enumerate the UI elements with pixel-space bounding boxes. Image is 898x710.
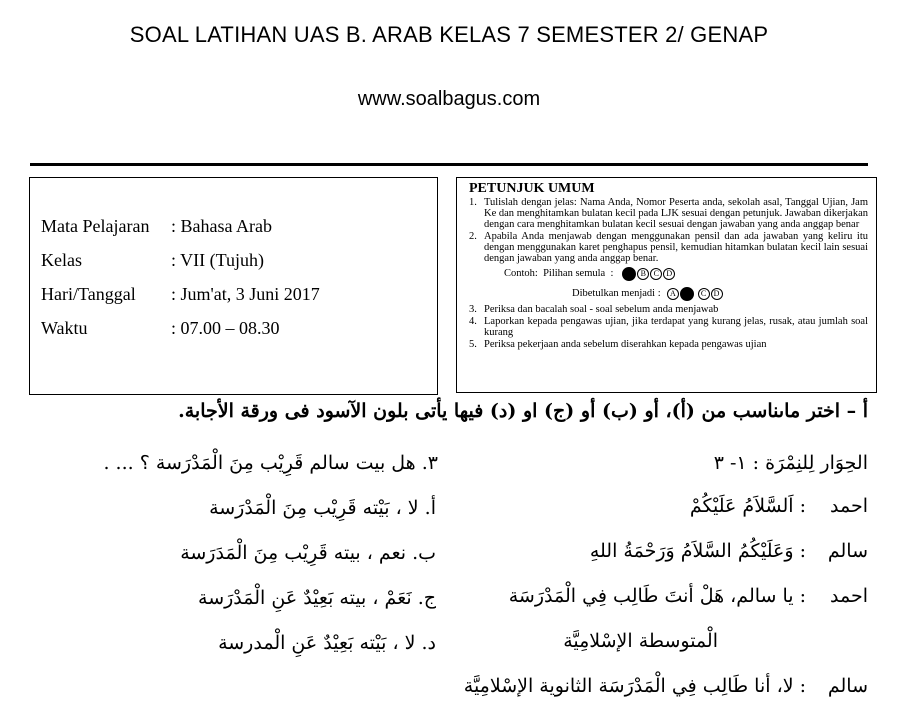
item-text: Laporkan kepada pengawas ujian, jika terdapat yang kurang jelas, rusak, atau jumlah soal kurang [484, 316, 868, 338]
section-instruction: أ – اختر ماىناسب من (أ)، أو (ب) أو (ج) او (د) فيها يأتى بلون الآسود فى ورقة الأجابة. [178, 400, 868, 422]
identity-key: Mata Pelajaran [41, 216, 150, 236]
website-url: www.soalbagus.com [357, 88, 541, 110]
dialog-text: : اَلسَّلاَمُ عَلَيْكُمْ [689, 495, 806, 517]
item-text: Apabila Anda menjawab dengan menggunakan pensil dan ada jawaban yang keliru itu dengan menggunakan karet penghapus pensil, kemudian hitamkan bulatan kecil lain sesuai dengan jawaban yang anda anggap benar. [484, 231, 868, 264]
answer-bubble: A [667, 288, 679, 300]
petunjuk-item [469, 304, 868, 315]
dialog-speaker: احمد [830, 585, 868, 607]
item-number: 5. [469, 339, 477, 350]
example-corrected [484, 286, 868, 302]
example-label: Contoh: [504, 268, 538, 279]
question-stem: ٣. هل بيت سالم قَرِيْب مِنَ الْمَدْرَسة ؟ ... . [103, 452, 438, 474]
dialog-speaker: سالم [827, 540, 868, 562]
filled-bubble-icon [680, 287, 694, 301]
question-option-c: ج. نَعَمْ ، بيته بَعِيْدٌ عَنِ الْمَدْرَسة [198, 587, 436, 609]
answer-bubble: C [650, 268, 662, 280]
question-option-d: د. لا ، بَيْته بَعِيْدٌ عَنِ الْمدرسة [218, 632, 436, 654]
petunjuk-item [469, 316, 868, 338]
dialog-title: الحِوَار لِلنِمْرَة : ١- ٣ [713, 452, 868, 474]
item-number: 3. [469, 304, 477, 315]
identity-row-class [41, 250, 264, 271]
corrected-label: Dibetulkan menjadi : [572, 288, 661, 299]
petunjuk-item [469, 197, 868, 230]
identity-key: Waktu [41, 318, 88, 338]
answer-bubble: D [711, 288, 723, 300]
petunjuk-item [469, 231, 868, 302]
dialog-text: : يا سالم، هَلْ أنتَ طَالِب فِي الْمَدْرَسَة [508, 585, 806, 607]
petunjuk-box [456, 177, 877, 393]
example-original: Contoh: Pilihan semula : B C D [484, 266, 868, 282]
original-choice-label: Pilihan semula [543, 268, 606, 279]
identity-value: : VII (Tujuh) [171, 250, 265, 270]
identity-row-date [41, 284, 320, 305]
identity-value: : 07.00 – 08.30 [171, 318, 280, 338]
item-number: 4. [469, 316, 477, 327]
identity-row-time [41, 318, 280, 339]
identity-value: : Jum'at, 3 Juni 2017 [171, 284, 320, 304]
identity-key: Hari/Tanggal [41, 284, 136, 304]
identity-value: : Bahasa Arab [171, 216, 272, 236]
dialog-text: الْمتوسطة الإسْلامِيَّة [563, 630, 718, 652]
dialog-speaker: سالم [827, 675, 868, 697]
answer-bubble: C [698, 288, 710, 300]
petunjuk-heading: PETUNJUK UMUM [469, 181, 595, 196]
question-option-a: أ. لا ، بَيْته قَرِيْب مِنَ الْمَدْرَسة [209, 497, 436, 519]
petunjuk-item [469, 339, 868, 350]
dialog-text: : لا، أنا طَالِب فِي الْمَدْرَسَة الثانوية الإسْلامِيَّة [463, 675, 806, 697]
item-number: 2. [469, 231, 477, 242]
document-title: SOAL LATIHAN UAS B. ARAB KELAS 7 SEMESTER 2/ GENAP [129, 22, 769, 47]
question-option-b: ب. نعم ، بيته قَرِيْب مِنَ الْمَدَرَسة [180, 542, 436, 564]
item-text: Periksa dan bacalah soal - soal sebelum anda menjawab [484, 304, 719, 315]
dialog-text: : وَعَلَيْكُمُ السَّلاَمُ وَرَحْمَةُ اللهِ [589, 540, 806, 562]
item-number: 1. [469, 197, 477, 208]
identity-key: Kelas [41, 250, 82, 270]
identity-box [29, 177, 438, 395]
answer-bubble: B [637, 268, 649, 280]
header-divider [30, 163, 868, 166]
answer-bubble: D [663, 268, 675, 280]
petunjuk-list [469, 197, 868, 350]
item-text: Periksa pekerjaan anda sebelum diserahkan kepada pengawas ujian [484, 339, 767, 350]
filled-bubble-icon [622, 267, 636, 281]
dialog-speaker: احمد [830, 495, 868, 517]
item-text: Tulislah dengan jelas: Nama Anda, Nomor Peserta anda, sekolah asal, Tanggal Ujian, Jam Ke dan menghitamkan bulatan kecil pada LJK sesuai dengan petunjuk. Jawaban dikerjakan dengan cara menghitamkan bulatan kecil sesuai dengan jawaban yang anda anggap benar [484, 197, 868, 230]
identity-row-subject [41, 216, 272, 237]
